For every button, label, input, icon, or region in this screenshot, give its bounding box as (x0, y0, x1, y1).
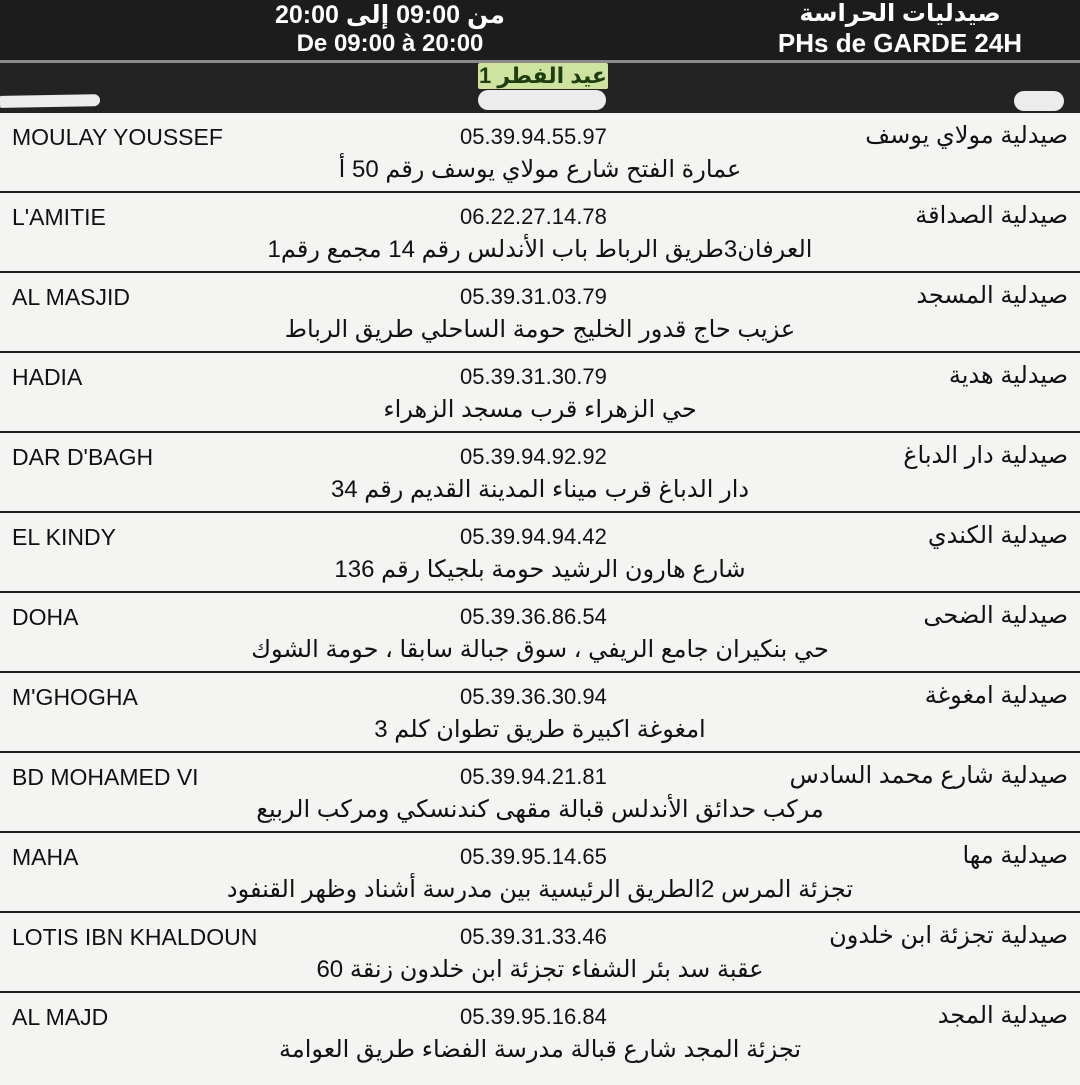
pharmacy-name-french: BD MOHAMED VI (12, 764, 199, 790)
pharmacy-name-french: DOHA (12, 604, 79, 630)
pharmacy-row (0, 593, 1080, 673)
pharmacy-name-arabic: صيدلية المجد (937, 1002, 1068, 1029)
pharmacy-phone: 05.39.95.14.65 (460, 844, 607, 869)
pharmacy-name-arabic: صيدلية تجزئة ابن خلدون (829, 922, 1068, 949)
pharmacy-name-arabic: صيدلية الضحى (923, 602, 1068, 629)
redaction-mark-right (1014, 91, 1064, 111)
pharmacy-name-arabic: صيدلية مولاي يوسف (865, 122, 1068, 149)
pharmacy-row (0, 753, 1080, 833)
pharmacy-address: مركب حدائق الأندلس قبالة مقهى كندنسكي ومركب الربيع (256, 796, 824, 823)
pharmacy-address: عمارة الفتح شارع مولاي يوسف رقم 50 أ (338, 156, 742, 183)
title-french: PHs de GARDE 24H (777, 28, 1023, 58)
pharmacy-name-french: MAHA (12, 844, 79, 870)
pharmacy-name-french: L'AMITIE (12, 204, 106, 230)
pharmacy-name-arabic: صيدلية امغوغة (924, 682, 1068, 709)
opening-hours (250, 0, 530, 58)
pharmacy-address: شارع هارون الرشيد حومة بلجيكا رقم 136 (334, 556, 746, 583)
pharmacy-phone: 05.39.31.03.79 (460, 284, 607, 309)
pharmacy-name-french: DAR D'BAGH (12, 444, 154, 470)
pharmacy-address: عقبة سد بئر الشفاء تجزئة ابن خلدون زنقة 60 (316, 956, 764, 983)
pharmacy-row (0, 673, 1080, 753)
redaction-mark-left-tail (60, 98, 100, 103)
pharmacy-name-french: MOULAY YOUSSEF (12, 124, 223, 150)
pharmacy-row (0, 913, 1080, 993)
pharmacy-name-french: LOTIS IBN KHALDOUN (12, 924, 258, 950)
pharmacy-row (0, 433, 1080, 513)
pharmacy-phone: 05.39.94.92.92 (460, 444, 607, 469)
pharmacy-name-arabic: صيدلية الكندي (927, 522, 1068, 549)
pharmacy-address: حي الزهراء قرب مسجد الزهراء (383, 396, 697, 423)
pharmacy-phone: 05.39.31.30.79 (460, 364, 607, 389)
pharmacy-name-french: EL KINDY (12, 524, 116, 550)
pharmacy-list (0, 113, 1080, 1073)
hours-arabic: من 09:00 إلى 20:00 (275, 1, 505, 29)
redaction-mark-center (478, 90, 606, 110)
pharmacy-phone: 05.39.94.55.97 (460, 124, 607, 149)
pharmacy-row (0, 273, 1080, 353)
pharmacy-name-arabic: صيدلية شارع محمد السادس (789, 762, 1068, 789)
header-bar (0, 0, 1080, 60)
pharmacy-address: امغوغة اكبيرة طريق تطوان كلم 3 (374, 716, 706, 743)
pharmacy-address: تجزئة المرس 2الطريق الرئيسية بين مدرسة أشناد وظهر القنفود (226, 876, 854, 903)
pharmacy-row (0, 353, 1080, 433)
pharmacy-phone: 05.39.36.30.94 (460, 684, 607, 709)
pharmacy-name-arabic: صيدلية المسجد (916, 282, 1068, 309)
pharmacy-row (0, 513, 1080, 593)
pharmacy-name-arabic: صيدلية الصداقة (915, 202, 1068, 229)
pharmacy-address: تجزئة المجد شارع قبالة مدرسة الفضاء طريق العوامة (278, 1036, 802, 1063)
pharmacy-row (0, 833, 1080, 913)
pharmacy-phone: 05.39.36.86.54 (460, 604, 607, 629)
sheet-title (750, 0, 1050, 58)
pharmacy-phone: 06.22.27.14.78 (460, 204, 607, 229)
occasion-band (0, 60, 1080, 113)
pharmacy-address: عزيب حاج قدور الخليج حومة الساحلي طريق الرباط (284, 316, 796, 343)
pharmacy-phone: 05.39.94.94.42 (460, 524, 607, 549)
title-arabic: صيدليات الحراسة (799, 0, 1001, 27)
pharmacy-row (0, 113, 1080, 193)
occasion-label: عيد الفطر 1 (479, 63, 607, 88)
pharmacy-name-arabic: صيدلية هدية (948, 362, 1068, 389)
pharmacy-name-french: AL MASJID (12, 284, 131, 310)
pharmacy-address: العرفان3طريق الرباط باب الأندلس رقم 14 مجمع رقم1 (267, 236, 813, 263)
pharmacy-phone: 05.39.31.33.46 (460, 924, 607, 949)
pharmacy-phone: 05.39.94.21.81 (460, 764, 607, 789)
pharmacy-name-arabic: صيدلية دار الدباغ (903, 442, 1068, 469)
pharmacy-row (0, 993, 1080, 1073)
pharmacy-address: حي بنكيران جامع الريفي ، سوق جبالة سابقا ، حومة الشوك (251, 636, 829, 663)
pharmacy-row (0, 193, 1080, 273)
pharmacy-name-french: AL MAJD (12, 1004, 109, 1030)
pharmacy-address: دار الدباغ قرب ميناء المدينة القديم رقم 34 (330, 476, 750, 503)
pharmacy-name-arabic: صيدلية مها (962, 842, 1068, 869)
pharmacy-name-french: HADIA (12, 364, 83, 390)
pharmacy-name-french: M'GHOGHA (12, 684, 138, 710)
hours-french: De 09:00 à 20:00 (296, 30, 484, 57)
pharmacy-phone: 05.39.95.16.84 (460, 1004, 607, 1029)
